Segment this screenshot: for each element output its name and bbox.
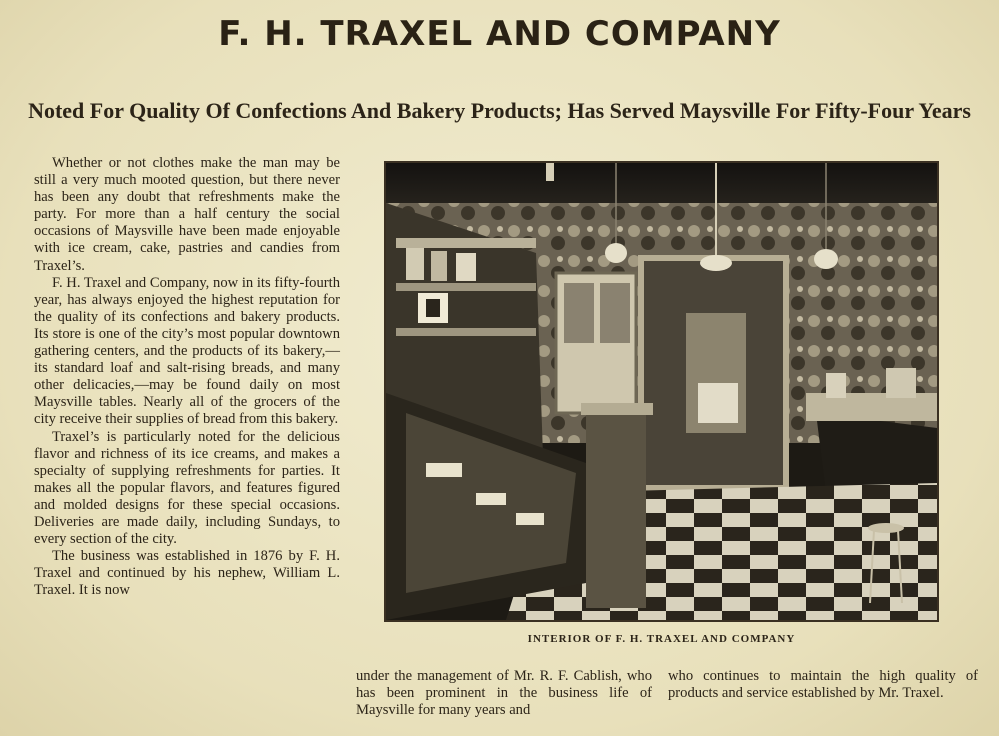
photo-caption: INTERIOR OF F. H. TRAXEL AND COMPANY bbox=[527, 633, 796, 645]
store-interior-photo bbox=[384, 161, 939, 622]
article-title: F. H. TRAXEL AND COMPANY bbox=[218, 14, 781, 54]
article-subtitle: Noted For Quality Of Confections And Bakery Products; Has Served Maysville For Fifty-Four Years bbox=[28, 98, 971, 123]
article-paragraph: The business was established in 1876 by F. H. Traxel and continued by his nephew, William L. Traxel. It is now bbox=[34, 548, 340, 599]
article-paragraph: Whether or not clothes make the man may be still a very much mooted question, but there never has been any doubt that refreshments make the party. For more than a half century the social occasions of Maysville have been made enjoyable with ice cream, cake, pastries and candies from Traxel’s. bbox=[34, 155, 340, 274]
article-paragraph: F. H. Traxel and Company, now in its fifty-fourth year, has always enjoyed the highest reputation for the quality of its confections and bakery products. Its store is one of the city’s most popular downtown gathering centers, and the products of its bakery,—its standard loaf and salt-rising breads, and many other delicacies,—may be found daily on most Maysville tables. Nearly all of the grocers of the city receive their supplies of bread from this bakery. bbox=[34, 274, 340, 428]
article-paragraph: Traxel’s is particularly noted for the delicious flavor and richness of its ice creams, and makes a specialty of supplying refreshments for parties. It makes all the popular flavors, and features figured and molded designs for these special occasions. Deliveries are made daily, including Sundays, to every section of the city. bbox=[34, 428, 340, 548]
article-column-3: who continues to maintain the high quality of products and service established by Mr. Traxel. bbox=[668, 668, 978, 702]
store-interior-illustration bbox=[386, 163, 937, 620]
article-column-2: under the management of Mr. R. F. Cablish, who has been prominent in the business life of Maysville for many years and bbox=[356, 668, 652, 719]
article-column-1 bbox=[34, 155, 340, 599]
